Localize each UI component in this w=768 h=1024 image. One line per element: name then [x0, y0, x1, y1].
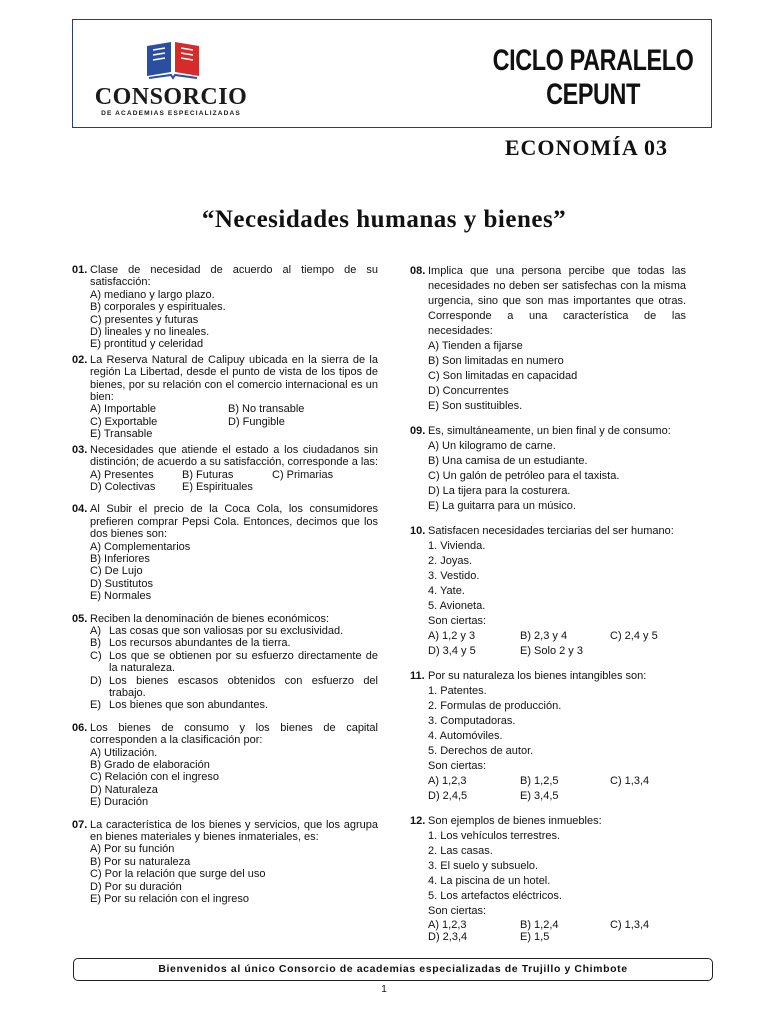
list-item: 3. Vestido.: [428, 570, 480, 582]
option-b: B) 2,3 y 4: [520, 630, 568, 642]
option-e: E) Los bienes que son abundantes.: [90, 699, 269, 712]
question-stem: Necesidades que atiende el estado a los ciudadanos sin distinción; de acuerdo a su satisfacción, corresponde a las:: [90, 443, 378, 469]
option-b: B) Son limitadas en numero: [428, 355, 564, 367]
option-e: E) 1,5: [520, 931, 550, 943]
option-c: C) 2,4 y 5: [610, 630, 658, 642]
option-a: A) mediano y largo plazo.: [90, 288, 215, 301]
question-02: [72, 354, 378, 441]
question-04: [72, 503, 378, 602]
option-e: E) Espirituales: [182, 480, 253, 493]
logo-wordmark: CONSORCIO: [94, 84, 248, 110]
list-item: 2. Joyas.: [428, 555, 473, 567]
option-a: A) 1,2 y 3: [428, 630, 476, 642]
cycle-title: [492, 44, 693, 112]
question-stem: La Reserva Natural de Calipuy ubicada en la sierra de la región La Libertad, desde el punto de vista de los tipos de bienes, por su relación con el comercio internacional es un bien:: [90, 353, 378, 404]
option-c: C) Son limitadas en capacidad: [428, 370, 578, 382]
logo-subtitle: DE ACADEMIAS ESPECIALIZADAS: [101, 110, 241, 117]
list-item: 1. Los vehículos terrestres.: [428, 830, 561, 842]
list-item: 5. Avioneta.: [428, 600, 486, 612]
option-d: D) 3,4 y 5: [428, 645, 476, 657]
left-column: [72, 264, 378, 909]
option-b: B) No transable: [228, 403, 305, 416]
option-a: A) Por su función: [90, 843, 175, 856]
option-e: E) Transable: [90, 428, 153, 441]
option-d: D) 2,4,5: [428, 790, 468, 802]
question-09: [410, 424, 686, 514]
option-c: C) Relación con el ingreso: [90, 771, 220, 784]
option-d: D) Naturaleza: [90, 783, 158, 796]
question-11: [410, 669, 686, 804]
option-d: D) Por su duración: [90, 880, 182, 893]
list-item: 4. Automóviles.: [428, 730, 503, 742]
option-d: D) Colectivas: [90, 480, 156, 493]
list-item: 4. La piscina de un hotel.: [428, 875, 551, 887]
cycle-title-line2: CEPUNT: [545, 78, 640, 111]
footer-banner: Bienvenidos al único Consorcio de academias especializadas de Trujillo y Chimbote: [73, 958, 713, 981]
option-d: D) Fungible: [228, 415, 285, 428]
list-item: 3. Computadoras.: [428, 715, 516, 727]
option-a: A) 1,2,3: [428, 919, 467, 931]
list-item: 2. Formulas de producción.: [428, 700, 562, 712]
option-c: C) Los que se obtienen por su esfuerzo directamente de la naturaleza.: [90, 649, 378, 675]
question-number: 06.: [72, 721, 88, 734]
question-number: 03.: [72, 443, 88, 456]
option-d: D) Sustitutos: [90, 577, 153, 590]
ciertas-label: Son ciertas:: [428, 615, 487, 627]
question-stem: Por su naturaleza los bienes intangibles son:: [428, 670, 647, 682]
question-stem: Al Subir el precio de la Coca Cola, los consumidores prefieren comprar Pepsi Cola. Entonces, decimos que los dos bienes son:: [90, 503, 378, 541]
list-item: 1. Vivienda.: [428, 540, 486, 552]
list-item: 4. Yate.: [428, 585, 465, 597]
option-c: C) 1,3,4: [610, 919, 650, 931]
option-a: A) Importable: [90, 403, 157, 416]
option-d: D) lineales y no lineales.: [90, 326, 210, 339]
option-a: A) Complementarios: [90, 540, 191, 553]
question-08: [410, 264, 686, 414]
option-c: C) presentes y futuras: [90, 313, 199, 326]
option-e: E) Normales: [90, 590, 152, 603]
option-b: B) Futuras: [182, 468, 234, 481]
question-07: [72, 819, 378, 906]
option-b: B) Los recursos abundantes de la tierra.: [90, 637, 291, 650]
list-item: 5. Los artefactos eléctricos.: [428, 890, 562, 902]
option-a: A) Un kilogramo de carne.: [428, 440, 556, 452]
option-b: B) 1,2,5: [520, 775, 559, 787]
ciertas-label: Son ciertas:: [428, 760, 487, 772]
header-box: [72, 19, 712, 128]
question-number: 07.: [72, 818, 88, 831]
option-c: C) Un galón de petróleo para el taxista.: [428, 470, 620, 482]
option-a: A) 1,2,3: [428, 775, 467, 787]
question-number: 01.: [72, 264, 88, 276]
question-10: [410, 524, 686, 659]
option-c: C) Por la relación que surge del uso: [90, 868, 266, 881]
option-b: B) corporales y espirituales.: [90, 301, 226, 314]
option-d: D) 2,3,4: [428, 931, 468, 943]
option-a: A) Utilización.: [90, 746, 158, 759]
option-d: D) La tijera para la costurera.: [428, 485, 571, 497]
option-d: D) Los bienes escasos obtenidos con esfuerzo del trabajo.: [90, 674, 378, 699]
question-number: 12.: [410, 815, 426, 827]
option-e: E) La guitarra para un músico.: [428, 500, 576, 512]
question-number: 04.: [72, 503, 88, 516]
ciertas-label: Son ciertas:: [428, 905, 487, 917]
question-12: [410, 814, 686, 943]
option-e: E) Son sustituibles.: [428, 400, 523, 412]
option-d: D) Concurrentes: [428, 385, 509, 397]
question-stem: Los bienes de consumo y los bienes de capital corresponden a la clasificación por:: [90, 721, 378, 747]
question-stem: Satisfacen necesidades terciarias del ser humano:: [428, 525, 674, 537]
question-stem: Es, simultáneamente, un bien final y de consumo:: [428, 425, 671, 437]
page-number: 1: [381, 984, 387, 995]
list-item: 3. El suelo y subsuelo.: [428, 860, 539, 872]
list-item: 2. Las casas.: [428, 845, 493, 857]
option-e: E) prontitud y celeridad: [90, 338, 204, 351]
option-b: B) Por su naturaleza: [90, 855, 191, 868]
option-b: B) Inferiores: [90, 552, 150, 565]
option-b: B) Una camisa de un estudiante.: [428, 455, 588, 467]
option-a: A) Presentes: [90, 468, 154, 481]
option-a: A) Las cosas que son valiosas por su exclusividad.: [90, 624, 344, 637]
question-number: 05.: [72, 612, 88, 625]
question-stem: Son ejemplos de bienes inmuebles:: [428, 815, 602, 827]
question-stem: Clase de necesidad de acuerdo al tiempo de su satisfacción:: [90, 264, 378, 289]
option-c: C) Exportable: [90, 415, 158, 428]
question-number: 08.: [410, 265, 426, 277]
question-number: 02.: [72, 353, 88, 366]
list-item: 5. Derechos de autor.: [428, 745, 534, 757]
option-a: A) Tienden a fijarse: [428, 340, 523, 352]
list-item: 1. Patentes.: [428, 685, 487, 697]
option-c: C) Primarias: [272, 468, 334, 481]
option-b: B) Grado de elaboración: [90, 759, 210, 772]
open-book-logo-icon: [145, 42, 201, 82]
subject-heading: ECONOMÍA 03: [504, 135, 668, 160]
question-03: [72, 444, 378, 494]
question-05: [72, 613, 378, 712]
page-title: “Necesidades humanas y bienes”: [201, 206, 567, 233]
option-c: C) De Lujo: [90, 565, 143, 578]
question-number: 10.: [410, 525, 426, 537]
question-01: [72, 264, 378, 351]
cycle-title-line1: CICLO PARALELO: [492, 44, 693, 77]
question-stem: La característica de los bienes y servicios, que los agrupa en bienes materiales y bienes inmateriales, es:: [90, 818, 378, 844]
question-stem: Reciben la denominación de bienes económicos:: [90, 612, 330, 625]
option-e: E) Duración: [90, 796, 149, 809]
question-06: [72, 722, 378, 809]
option-c: C) 1,3,4: [610, 775, 650, 787]
question-number: 11.: [410, 670, 425, 682]
question-stem: Implica que una persona percibe que todas las necesidades no deben ser satisfechas con la misma urgencia, sino que son mas importantes que otras. Corresponde a una característica de las necesidades:: [428, 265, 686, 337]
question-number: 09.: [410, 425, 426, 437]
consorcio-logo: [91, 40, 251, 120]
right-column: [410, 264, 686, 953]
option-b: B) 1,2,4: [520, 919, 559, 931]
option-e: E) 3,4,5: [520, 790, 559, 802]
option-e: E) Por su relación con el ingreso: [90, 893, 249, 906]
option-e: E) Solo 2 y 3: [520, 645, 583, 657]
